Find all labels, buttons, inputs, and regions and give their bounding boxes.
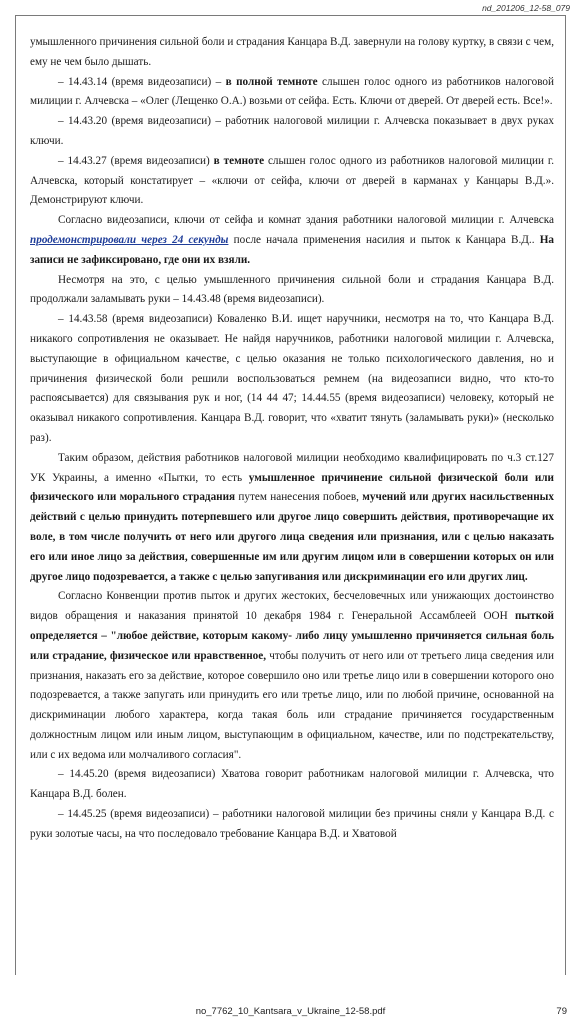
- page-number: 79: [556, 1006, 567, 1017]
- p8-bold-2: мучений или других насильственных действий с целью принудить потерпевшего или другое лицо совершить действия, противоречащие их воле, в том числе получить от него или другого лица сведения или признания, или с целью наказать его или иное лицо за действия, совершенные им или другим лицом или в совершении которых он или другое лицо подозревается, а также с целью запугивания или дискриминации его или других лиц.: [30, 491, 554, 583]
- paragraph-3: – 14.43.20 (время видеозаписи) – работник налоговой милиции г. Алчевска показывает в двух руках ключи.: [30, 115, 554, 147]
- p5-text-c: после начала применения насилия и пыток к Канцара В.Д..: [228, 233, 540, 246]
- p8-text-a: Таким образом, действия работников налоговой милиции необходимо квалифицировать по ч.3 ст.127 УК Украины, а именно «Пытки, то есть: [30, 451, 554, 484]
- p4-bold: в темноте: [213, 154, 265, 167]
- page-frame: [15, 15, 566, 975]
- p5-bold: На записи не зафиксировано, где они их взяли.: [30, 233, 554, 266]
- paragraph-2: [30, 73, 554, 113]
- paragraph-1: умышленного причинения сильной боли и страдания Канцара В.Д. завернули на голову куртку, в связи с чем, ему не чем было дышать.: [30, 36, 554, 68]
- paragraph-7: – 14.43.58 (время видеозаписи) Коваленко В.И. ищет наручники, несмотря на то, что Канцара В.Д. никакого сопротивления не оказывает. Не найдя наручников, работники налоговой милиции г. Алчевска, выступающие в официальном качестве, с целью оказания не только психологического давления, но и причинения физической боли решили воспользоваться ремнем (на видеозаписи видно, что кто-то распоясывается) для связывания рук и ног, (14 44 47; 14.44.55 (время видеозаписи) человеку, который не оказывал никакого сопротивления. Канцара В.Д. говорит, что «хватит тянуть (заламывать руки)» (несколько раз).: [30, 313, 554, 444]
- p9-text-c: чтобы получить от него или от третьего лица сведения или признания, наказать его за действие, которое совершило оно или третье лицо или в совершении которого оно подозревается, а также запугать или принудить его или третье лицо, или по любой причине, основанной на дискриминации любого характера, когда такая боль или страдание причиняется государственным должностным лицом или иным лицом, выступающим в официальном, качестве, или по подстрекательству, или с их ведома или молчаливого согласия".: [30, 649, 554, 761]
- footer-filename: no_7762_10_Kantsara_v_Ukraine_12-58.pdf: [195, 1006, 386, 1017]
- p5-text-a: Согласно видеозаписи, ключи от сейфа и комнат здания работники налоговой милиции г. Алчевска: [58, 214, 554, 227]
- p9-text-a: Согласно Конвенции против пыток и других жестоких, бесчеловечных или унижающих достоинство видов обращения и наказания принятой 10 декабря 1984 г. Генеральной Ассамблеей ООН: [30, 590, 554, 623]
- paragraph-4: [30, 152, 554, 211]
- document-code: nd_201206_12-58_079: [482, 3, 570, 13]
- paragraph-9: [30, 587, 554, 765]
- paragraph-10: – 14.45.20 (время видеозаписи) Хватова говорит работникам налоговой милиции г. Алчевска, что Канцара В.Д. болен.: [30, 768, 554, 801]
- p8-bold-1: умышленное причинение сильной физической боли или физического или морального страдания: [30, 471, 554, 504]
- p4-text-c: слышен голос одного из работников налоговой милиции г. Алчевска, который констатирует – «ключи от сейфа, ключи от дверей в карманах у Канцары В.Д.». Демонстрируют ключи.: [30, 154, 555, 207]
- paragraph-11: – 14.45.25 (время видеозаписи) – работники налоговой милиции без причины сняли у Канцара В.Д. с руки золотые часы, на что последовало требование Канцара В.Д. и Хватовой: [30, 808, 554, 840]
- p4-text-a: – 14.43.27 (время видеозаписи): [58, 154, 214, 167]
- p9-bold: пыткой определяется – "любое действие, которым какому- либо лицу умышленно причиняется сильная боль или страдание, физическое или нравственное,: [30, 610, 554, 662]
- video-link[interactable]: продемонстрировали через 24 секунды: [30, 233, 229, 246]
- p2-bold: в полной темноте: [225, 75, 318, 88]
- paragraph-6: Несмотря на это, с целью умышленного причинения сильной боли и страдания Канцара В.Д. продолжали заламывать руки – 14.43.48 (время видеозаписи).: [30, 273, 554, 306]
- p2-text-a: – 14.43.14 (время видеозаписи) –: [58, 75, 226, 88]
- document-body: [30, 33, 554, 845]
- paragraph-5: [30, 211, 554, 270]
- p2-text-c: слышен голос одного из работников налоговой милиции г. Алчевска – «Олег (Лещенко О.А.) возьми от сейфа. Есть. Ключи от дверей. От дверей есть. Все!».: [30, 75, 554, 108]
- paragraph-8: [30, 449, 554, 588]
- p8-text-c: путем нанесения побоев,: [235, 491, 363, 504]
